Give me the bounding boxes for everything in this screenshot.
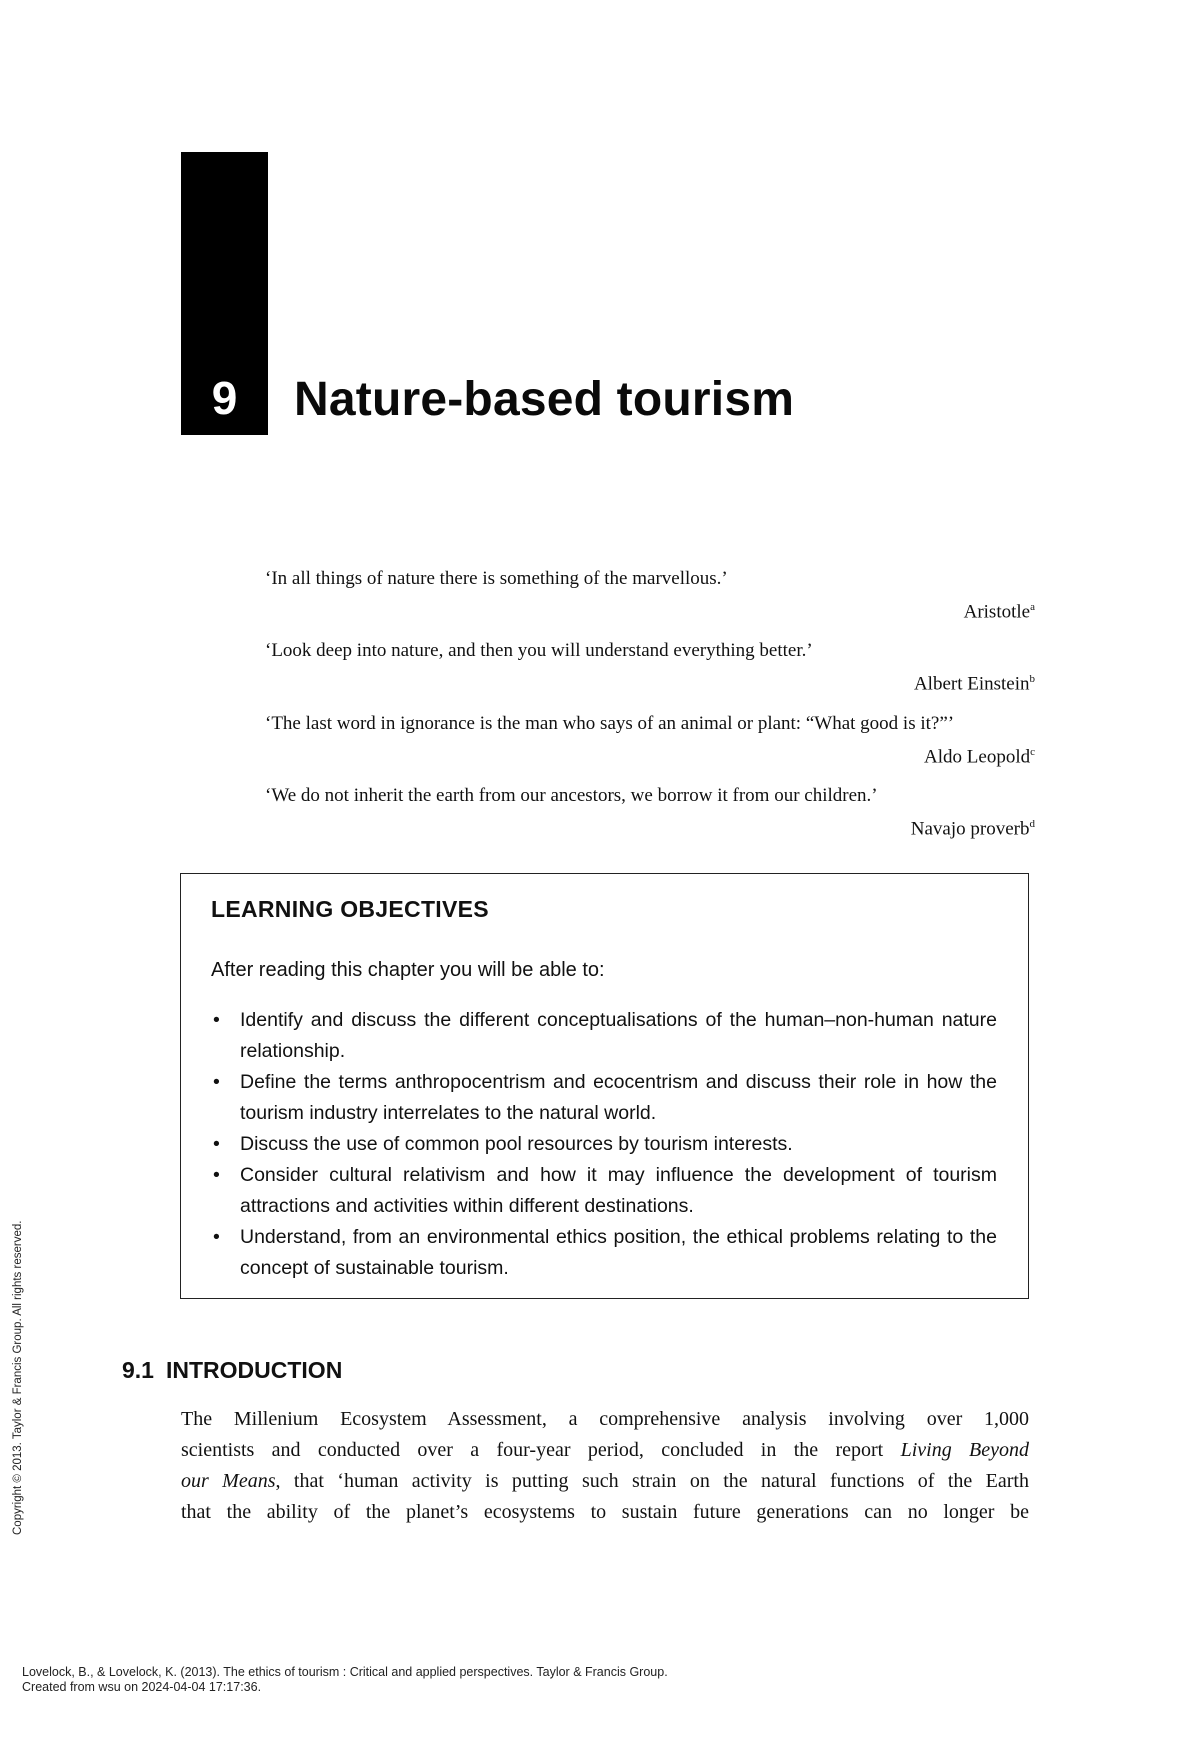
italic-title: our Means bbox=[181, 1470, 276, 1492]
bullet-icon: • bbox=[213, 1133, 220, 1155]
epigraph bbox=[265, 782, 1035, 843]
text-line: The Millenium Ecosystem Assessment, a comprehensive analysis involving over 1,000 bbox=[181, 1408, 1029, 1430]
italic-title: Living Beyond bbox=[900, 1439, 1030, 1461]
text-line: that the ability of the planet’s ecosystems to sustain future generations can no longer be bbox=[181, 1501, 1029, 1523]
text-line: scientists and conducted over a four-year period, concluded in the report Living Beyond bbox=[181, 1439, 1030, 1461]
epigraph bbox=[265, 565, 1035, 626]
body-paragraph bbox=[181, 1404, 1029, 1528]
epigraph-text: ‘Look deep into nature, and then you will understand everything better.’ bbox=[265, 640, 813, 662]
epigraph bbox=[265, 637, 1035, 698]
side-copyright-notice: Copyright © 2013. Taylor & Francis Group. All rights reserved. bbox=[12, 1220, 24, 1535]
list-item: • Define the terms anthropocentrism and ecocentrism and discuss their role in how the tourism industry interrelates to the natural world. bbox=[211, 1067, 997, 1129]
list-item: • Discuss the use of common pool resources by tourism interests. bbox=[211, 1129, 997, 1160]
learning-objectives-list bbox=[211, 1005, 997, 1284]
created-text: Created from wsu on 2024-04-04 17:17:36. bbox=[22, 1680, 262, 1694]
section-number: 9.1 bbox=[122, 1357, 154, 1383]
chapter-number-block bbox=[181, 152, 268, 435]
footnote-marker: d bbox=[1029, 817, 1035, 830]
learning-objectives-intro: After reading this chapter you will be able to: bbox=[211, 959, 605, 981]
epigraphs bbox=[265, 565, 1035, 854]
footer-citation bbox=[22, 1665, 668, 1695]
text-line: our Means, that ‘human activity is putting such strain on the natural functions of the Earth bbox=[181, 1470, 1029, 1492]
epigraph-author: Albert Einstein$^b$ bbox=[913, 673, 1035, 695]
epigraph-text: ‘We do not inherit the earth from our ancestors, we borrow it from our children.’ bbox=[265, 784, 878, 806]
list-item: • Consider cultural relativism and how it may influence the development of tourism attractions and activities within different destinations. bbox=[211, 1160, 997, 1222]
bullet-icon: • bbox=[213, 1164, 220, 1186]
chapter-number: 9 bbox=[211, 372, 238, 424]
section-title: INTRODUCTION bbox=[165, 1357, 343, 1383]
chapter-title: Nature-based tourism bbox=[294, 373, 795, 426]
epigraph-author: Navajo proverb$^d$ bbox=[910, 817, 1035, 840]
footnote-marker: c bbox=[1030, 745, 1035, 758]
epigraph-text: ‘In all things of nature there is something of the marvellous.’ bbox=[265, 568, 728, 589]
epigraph-author: Aldo Leopold$^c$ bbox=[924, 745, 1035, 767]
learning-objectives-box bbox=[180, 873, 1029, 1299]
section-heading bbox=[122, 1357, 342, 1384]
epigraph-author: Aristotle$^a$ bbox=[963, 601, 1035, 623]
bullet-icon: • bbox=[213, 1009, 220, 1031]
footnote-marker: a bbox=[1030, 601, 1035, 613]
footnote-marker: b bbox=[1029, 673, 1035, 686]
epigraph-text: ‘The last word in ignorance is the man who says of an animal or plant: “What good is it?”’ bbox=[265, 712, 955, 734]
citation-text: Lovelock, B., & Lovelock, K. (2013). The ethics of tourism : Critical and applied perspectives. Taylor & Francis Group. bbox=[22, 1665, 668, 1679]
list-item: • Understand, from an environmental ethics position, the ethical problems relating to the concept of sustainable tourism. bbox=[211, 1222, 997, 1284]
learning-objectives-heading: LEARNING OBJECTIVES bbox=[211, 896, 489, 922]
bullet-icon: • bbox=[213, 1226, 220, 1248]
list-item: • Identify and discuss the different conceptualisations of the human–non-human nature relationship. bbox=[211, 1005, 997, 1067]
epigraph bbox=[265, 710, 1035, 771]
bullet-icon: • bbox=[213, 1071, 220, 1093]
